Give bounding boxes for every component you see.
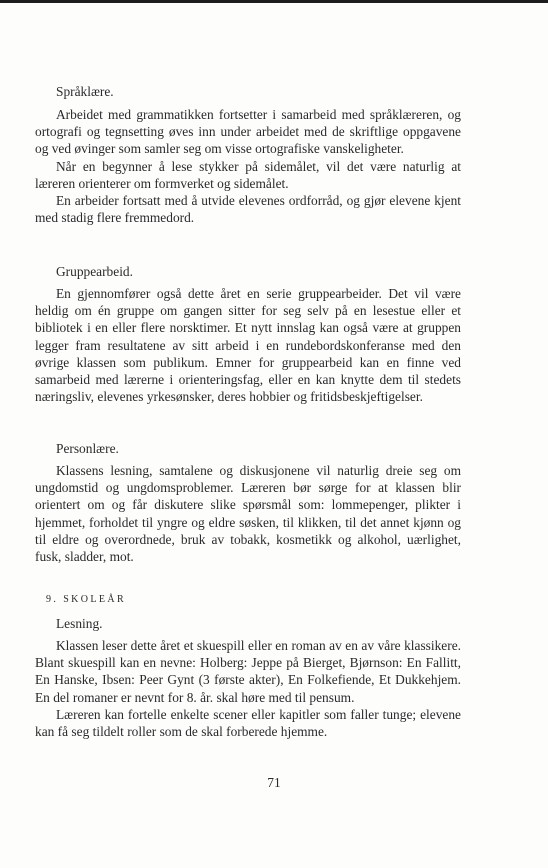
chapter-label: 9. SKOLEÅR — [46, 594, 127, 605]
paragraph: Læreren kan fortelle enkelte scener eller kapitler som faller tunge; elevene kan få seg tildelt roller som de skal forberede hjemme. — [35, 706, 461, 740]
section-personlaere — [35, 462, 461, 565]
page-number: 71 — [267, 775, 281, 790]
section-lesning — [35, 637, 461, 740]
section-spraklaere — [35, 106, 461, 226]
paragraph: Arbeidet med grammatikken fortsetter i samarbeid med språklæreren, og ortografi og tegnsetting øves inn under arbeidet med de skriftlige oppgavene og ved øvinger som samler seg om visse ortografiske vanskeligheter. — [35, 107, 461, 157]
heading-personlaere: Personlære. — [56, 441, 119, 456]
paragraph: Når en begynner å lese stykker på sidemålet, vil det være naturlig at læreren orienterer om formverket og sidemålet. — [35, 158, 461, 191]
heading-gruppearbeid: Gruppearbeid. — [56, 264, 133, 279]
heading-spraklaere: Språklære. — [56, 84, 114, 99]
paragraph: Klassen leser dette året et skuespill eller en roman av en av våre klassikere. Blant skuespill kan en nevne: Holberg: Jeppe på Bierget, Bjørnson: En Fallitt, En Hanske, Ibsen: Peer Gynt (3 første akter), En Folkefiende, Et Dukkehjem. En del romaner er nevnt for 8. år. skal høre med til pensum. — [35, 638, 461, 705]
top-border — [0, 0, 548, 3]
section-gruppearbeid — [35, 285, 461, 405]
heading-lesning: Lesning. — [56, 616, 103, 631]
paragraph: En gjennomfører også dette året en serie gruppearbeider. Det vil være heldig om én gruppe om gangen sitter for seg selv på en lesestue eller et bibliotek i en eller flere norsktimer. Et nytt innslag kan også være at gruppen legger fram resultatene av sitt arbeid i en rundebordskonferanse med den øvrige klassen som publikum. Emner for gruppearbeid kan en finne ved samarbeid med lærerne i orienteringsfag, eller en kan knytte dem til stedets næringsliv, elevenes yrkesønsker, deres hobbier og fritidsbeskjeftigelser. — [35, 286, 461, 405]
paragraph: Klassens lesning, samtalene og diskusjonene vil naturlig dreie seg om ungdomstid og ungdomsproblemer. Læreren bør sørge for at klassen blir orientert om og får diskutere slike spørsmål som: lommepenger, plikter i hjemmet, forholdet til yngre og eldre søsken, til klikken, til det annet kjønn og til eldre og overordnede, bruk av tobakk, kosmetikk og alkohol, uærlighet, fusk, sladder, mot. — [35, 463, 461, 565]
paragraph: En arbeider fortsatt med å utvide elevenes ordforråd, og gjør elevene kjent med stadig flere fremmedord. — [35, 193, 461, 226]
